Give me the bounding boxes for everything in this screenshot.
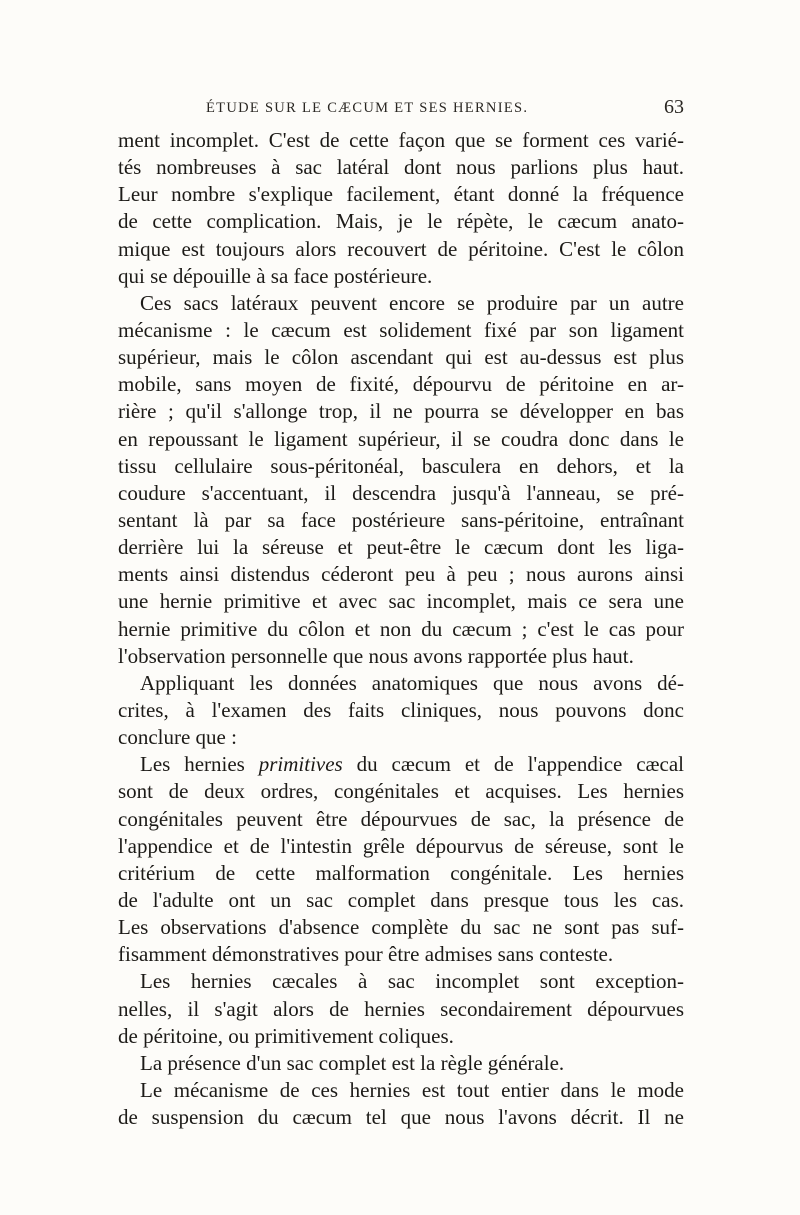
text-line: l'observation personnelle que nous avons rapportée plus haut. <box>118 643 634 668</box>
text-line: sont de deux ordres, congénitales et acquises. Les hernies <box>118 779 684 804</box>
text-line: en repoussant le ligament supérieur, il se coudra donc dans le <box>118 426 684 451</box>
text-line-italic <box>118 751 684 778</box>
text-line: sentant là par sa face postérieure sans-péritoine, entraînant <box>118 507 684 532</box>
text-line: tés nombreuses à sac latéral dont nous parlions plus haut. <box>118 155 684 180</box>
text-line: une hernie primitive et avec sac incomplet, mais ce sera une <box>118 589 684 614</box>
text-line: crites, à l'examen des faits cliniques, nous pouvons donc <box>118 697 684 722</box>
text-line: mobile, sans moyen de fixité, dépourvu de péritoine en ar- <box>118 372 684 397</box>
text-fragment <box>343 752 357 776</box>
page-header <box>118 96 684 122</box>
text-line: Les observations d'absence complète du sac ne sont pas suf- <box>118 915 684 940</box>
text-line: Appliquant les données anatomiques que nous avons dé- <box>140 670 684 695</box>
text-line: coudure s'accentuant, il descendra jusqu'à l'anneau, se pré- <box>118 480 684 505</box>
text-line: ment incomplet. C'est de cette façon que se forment ces varié- <box>118 128 684 152</box>
running-title: ÉTUDE SUR LE CÆCUM ET SES HERNIES. <box>206 100 529 116</box>
text-line: mécanisme : le cæcum est solidement fixé par son ligament <box>118 317 684 342</box>
text-fragment: du cæcum et de l'appendice cæcal <box>356 752 685 777</box>
text-line: fisamment démonstratives pour être admises sans conteste. <box>118 942 614 967</box>
text-line: de suspension du cæcum tel que nous l'avons décrit. Il ne <box>118 1105 684 1130</box>
text-line: l'appendice et de l'intestin grêle dépourvus de séreuse, sont le <box>118 833 684 858</box>
text-line: ments ainsi distendus céderont peu à peu ; nous aurons ainsi <box>118 562 684 587</box>
text-fragment: Les hernies <box>140 752 259 777</box>
text-line: derrière lui la séreuse et peut-être le cæcum dont les liga- <box>118 535 684 560</box>
italic-word: primitives <box>258 752 343 777</box>
text-line: Le mécanisme de ces hernies est tout entier dans le mode <box>140 1077 684 1102</box>
text-line: conclure que : <box>118 725 237 750</box>
text-line: congénitales peuvent être dépourvues de sac, la présence de <box>118 806 684 831</box>
text-line: nelles, il s'agit alors de hernies secondairement dépourvues <box>118 996 684 1021</box>
text-line: de péritoine, ou primitivement coliques. <box>118 1023 454 1048</box>
text-line: tissu cellulaire sous-péritonéal, basculera en dehors, et la <box>118 453 684 478</box>
text-line: Les hernies cæcales à sac incomplet sont exception- <box>140 969 684 994</box>
text-line: Ces sacs latéraux peuvent encore se produire par un autre <box>140 290 684 315</box>
text-line: mique est toujours alors recouvert de péritoine. C'est le côlon <box>118 236 684 261</box>
text-line: supérieur, mais le côlon ascendant qui est au-dessus est plus <box>118 345 684 370</box>
body-text <box>118 127 684 1131</box>
text-line: de l'adulte ont un sac complet dans presque tous les cas. <box>118 887 684 912</box>
text-line: critérium de cette malformation congénitale. Les hernies <box>118 860 684 885</box>
text-line: La présence d'un sac complet est la règle générale. <box>140 1050 565 1075</box>
text-line: Leur nombre s'explique facilement, étant donné la fréquence <box>118 182 684 207</box>
page-number: 63 <box>664 96 684 118</box>
text-line: qui se dépouille à sa face postérieure. <box>118 263 433 288</box>
text-line: de cette complication. Mais, je le répète, le cæcum anato- <box>118 209 684 234</box>
text-line: rière ; qu'il s'allonge trop, il ne pourra se développer en bas <box>118 399 684 424</box>
text-line: hernie primitive du côlon et non du cæcum ; c'est le cas pour <box>118 616 684 641</box>
